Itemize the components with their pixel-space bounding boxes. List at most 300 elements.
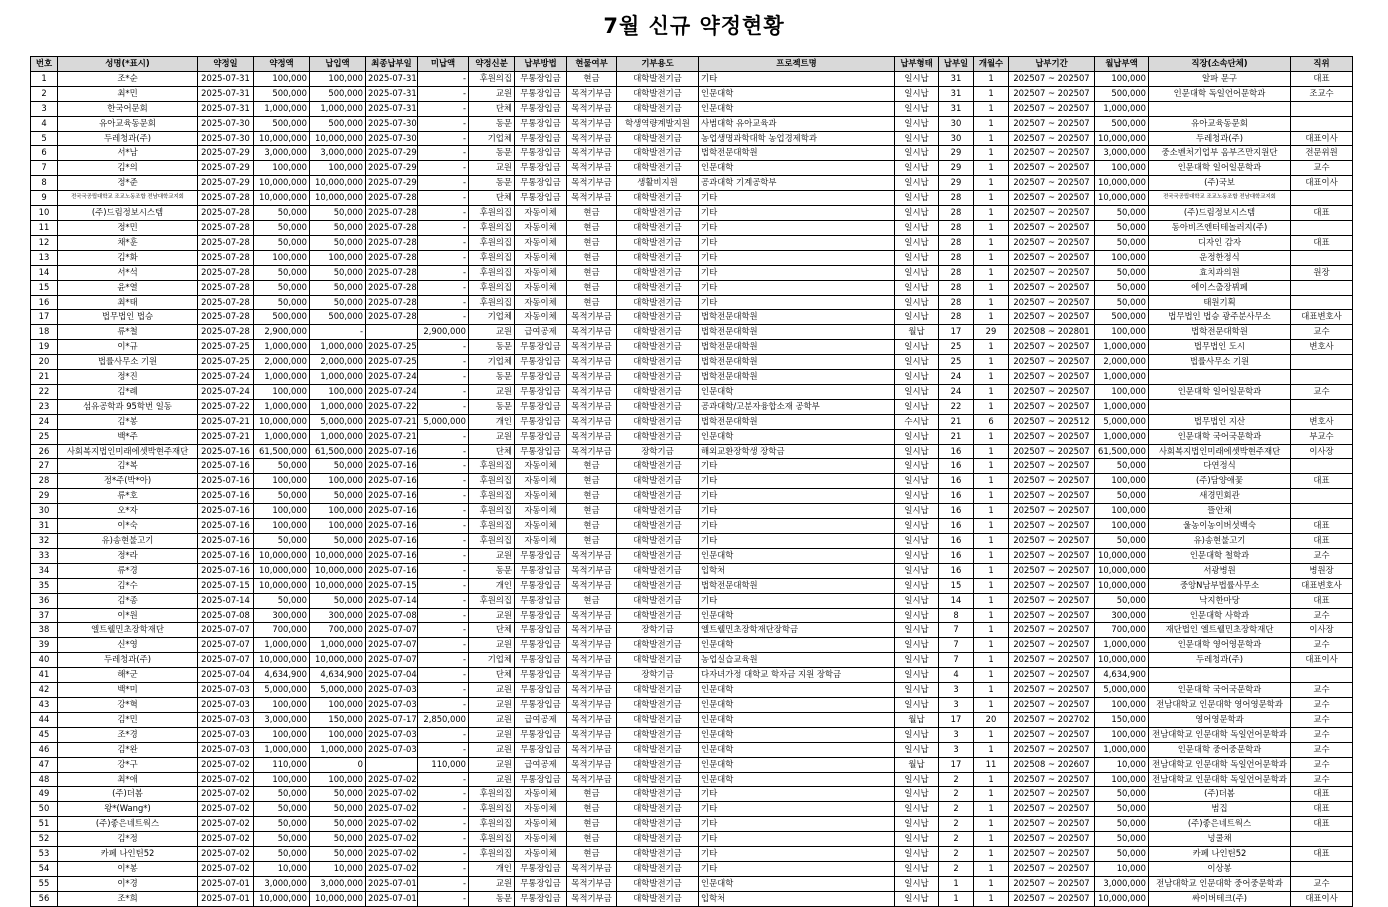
cell-donor-name: 채*훈 bbox=[58, 235, 198, 250]
cell-months: 6 bbox=[974, 414, 1009, 429]
cell-pledge-date: 2025-07-28 bbox=[198, 325, 254, 340]
cell-paid-amount: 1,000,000 bbox=[310, 340, 366, 355]
cell-paid-amount: 50,000 bbox=[310, 295, 366, 310]
cell-pledge-date: 2025-07-29 bbox=[198, 161, 254, 176]
cell-payment-period: 202507 ~ 202507 bbox=[1009, 206, 1095, 221]
table-row bbox=[31, 727, 1353, 742]
cell-pledge-date: 2025-07-01 bbox=[198, 876, 254, 891]
cell-monthly-amount: 50,000 bbox=[1095, 220, 1149, 235]
cell-payment-period: 202507 ~ 202507 bbox=[1009, 310, 1095, 325]
cell-position: 대표이사 bbox=[1291, 891, 1353, 906]
cell-payment-day: 28 bbox=[939, 250, 974, 265]
cell-donation-purpose: 대학발전기금 bbox=[617, 757, 699, 772]
cell-payment-day: 31 bbox=[939, 71, 974, 86]
cell-payment-period: 202507 ~ 202507 bbox=[1009, 384, 1095, 399]
cell-last-payment-date: 2025-07-16 bbox=[366, 459, 418, 474]
cell-pledge-date: 2025-07-14 bbox=[198, 593, 254, 608]
cell-donation-purpose: 대학발전기금 bbox=[617, 146, 699, 161]
cell-paid-amount: 10,000,000 bbox=[310, 548, 366, 563]
cell-project-name: 기타 bbox=[699, 519, 895, 534]
cell-payment-type: 일시납 bbox=[895, 638, 939, 653]
cell-last-payment-date: 2025-07-21 bbox=[366, 414, 418, 429]
cell-payment-day: 30 bbox=[939, 131, 974, 146]
cell-donation-purpose: 대학발전기금 bbox=[617, 519, 699, 534]
cell-project-name: 기타 bbox=[699, 295, 895, 310]
cell-project-name: 인문대학 bbox=[699, 429, 895, 444]
cell-last-payment-date: 2025-07-03 bbox=[366, 697, 418, 712]
cell-payment-period: 202507 ~ 202507 bbox=[1009, 220, 1095, 235]
cell-last-payment-date: 2025-07-24 bbox=[366, 370, 418, 385]
cell-last-payment-date: 2025-07-22 bbox=[366, 399, 418, 414]
cell-unpaid-amount: - bbox=[418, 459, 469, 474]
cell-donor-type: 기업체 bbox=[469, 355, 515, 370]
cell-row-number: 52 bbox=[31, 832, 58, 847]
cell-unpaid-amount: - bbox=[418, 340, 469, 355]
cell-row-number: 17 bbox=[31, 310, 58, 325]
cell-last-payment-date: 2025-07-16 bbox=[366, 489, 418, 504]
cell-donor-name: 조*희 bbox=[58, 891, 198, 906]
header-in-kind-type: 현물여부 bbox=[567, 57, 617, 72]
cell-pledge-date: 2025-07-28 bbox=[198, 310, 254, 325]
cell-pledge-date: 2025-07-16 bbox=[198, 563, 254, 578]
cell-project-name: 인문대학 bbox=[699, 161, 895, 176]
cell-months: 1 bbox=[974, 355, 1009, 370]
cell-donor-type: 후원의집 bbox=[469, 280, 515, 295]
cell-paid-amount: 5,000,000 bbox=[310, 683, 366, 698]
cell-monthly-amount: 100,000 bbox=[1095, 71, 1149, 86]
cell-payment-period: 202507 ~ 202507 bbox=[1009, 534, 1095, 549]
cell-position: 대표 bbox=[1291, 787, 1353, 802]
cell-months: 1 bbox=[974, 489, 1009, 504]
cell-donor-type: 교원 bbox=[469, 727, 515, 742]
cell-in-kind-type: 현금 bbox=[567, 847, 617, 862]
cell-monthly-amount: 10,000,000 bbox=[1095, 191, 1149, 206]
cell-unpaid-amount: - bbox=[418, 876, 469, 891]
cell-payment-method: 무통장입금 bbox=[515, 876, 567, 891]
cell-payment-type: 일시납 bbox=[895, 861, 939, 876]
cell-payment-period: 202508 ~ 202607 bbox=[1009, 757, 1095, 772]
cell-payment-method: 무통장입금 bbox=[515, 593, 567, 608]
cell-payment-period: 202507 ~ 202507 bbox=[1009, 519, 1095, 534]
cell-payment-period: 202507 ~ 202507 bbox=[1009, 250, 1095, 265]
cell-pledge-amount: 10,000,000 bbox=[254, 414, 310, 429]
cell-paid-amount: 50,000 bbox=[310, 534, 366, 549]
cell-monthly-amount: 2,000,000 bbox=[1095, 355, 1149, 370]
header-payment-day: 납부일 bbox=[939, 57, 974, 72]
cell-last-payment-date: 2025-07-31 bbox=[366, 101, 418, 116]
cell-donation-purpose: 대학발전기금 bbox=[617, 876, 699, 891]
cell-monthly-amount: 50,000 bbox=[1095, 235, 1149, 250]
cell-last-payment-date: 2025-07-28 bbox=[366, 295, 418, 310]
cell-last-payment-date: 2025-07-21 bbox=[366, 429, 418, 444]
cell-payment-method: 자동이체 bbox=[515, 847, 567, 862]
cell-months: 1 bbox=[974, 280, 1009, 295]
cell-donation-purpose: 대학발전기금 bbox=[617, 191, 699, 206]
cell-organization: 사회복지법인미래에셋박현주재단 bbox=[1149, 444, 1291, 459]
cell-project-name: 기타 bbox=[699, 832, 895, 847]
cell-payment-type: 일시납 bbox=[895, 563, 939, 578]
cell-project-name: 인문대학 bbox=[699, 101, 895, 116]
cell-payment-method: 급여공제 bbox=[515, 325, 567, 340]
cell-row-number: 20 bbox=[31, 355, 58, 370]
cell-in-kind-type: 목적기부금 bbox=[567, 548, 617, 563]
cell-monthly-amount: 1,000,000 bbox=[1095, 399, 1149, 414]
cell-unpaid-amount: - bbox=[418, 250, 469, 265]
cell-pledge-amount: 10,000,000 bbox=[254, 563, 310, 578]
cell-monthly-amount: 100,000 bbox=[1095, 384, 1149, 399]
cell-position: 전문위원 bbox=[1291, 146, 1353, 161]
cell-payment-method: 무통장입금 bbox=[515, 146, 567, 161]
cell-donor-name: 이*숙 bbox=[58, 519, 198, 534]
cell-months: 1 bbox=[974, 697, 1009, 712]
header-pledge-amount: 약정액 bbox=[254, 57, 310, 72]
table-row bbox=[31, 683, 1353, 698]
cell-pledge-amount: 50,000 bbox=[254, 489, 310, 504]
cell-payment-type: 일시납 bbox=[895, 742, 939, 757]
cell-unpaid-amount: - bbox=[418, 832, 469, 847]
cell-months: 1 bbox=[974, 891, 1009, 906]
cell-row-number: 54 bbox=[31, 861, 58, 876]
cell-unpaid-amount: - bbox=[418, 399, 469, 414]
cell-position: 대표 bbox=[1291, 235, 1353, 250]
cell-payment-type: 월납 bbox=[895, 757, 939, 772]
cell-paid-amount: 10,000,000 bbox=[310, 578, 366, 593]
cell-payment-period: 202507 ~ 202507 bbox=[1009, 295, 1095, 310]
cell-months: 1 bbox=[974, 563, 1009, 578]
cell-payment-day: 16 bbox=[939, 548, 974, 563]
cell-organization: 인문대학 국어국문학과 bbox=[1149, 683, 1291, 698]
table-row bbox=[31, 697, 1353, 712]
cell-payment-method: 자동이체 bbox=[515, 295, 567, 310]
cell-last-payment-date: 2025-07-30 bbox=[366, 116, 418, 131]
cell-donor-type: 동문 bbox=[469, 370, 515, 385]
cell-organization: 전남대학교 인문대학 독일언어문학과 bbox=[1149, 772, 1291, 787]
cell-payment-day: 29 bbox=[939, 161, 974, 176]
cell-donor-type: 기업체 bbox=[469, 653, 515, 668]
table-row bbox=[31, 161, 1353, 176]
cell-payment-method: 자동이체 bbox=[515, 250, 567, 265]
cell-donor-name: 조*순 bbox=[58, 71, 198, 86]
cell-row-number: 7 bbox=[31, 161, 58, 176]
cell-position: 원장 bbox=[1291, 265, 1353, 280]
cell-organization: (주)더봄 bbox=[1149, 787, 1291, 802]
cell-unpaid-amount: - bbox=[418, 548, 469, 563]
header-paid-amount: 납입액 bbox=[310, 57, 366, 72]
cell-last-payment-date: 2025-07-28 bbox=[366, 280, 418, 295]
cell-last-payment-date: 2025-07-16 bbox=[366, 444, 418, 459]
cell-organization: 서광병원 bbox=[1149, 563, 1291, 578]
cell-payment-type: 일시납 bbox=[895, 668, 939, 683]
cell-in-kind-type: 목적기부금 bbox=[567, 131, 617, 146]
cell-donor-type: 후원의집 bbox=[469, 206, 515, 221]
cell-last-payment-date: 2025-07-28 bbox=[366, 250, 418, 265]
cell-organization: 에이스출장뷔페 bbox=[1149, 280, 1291, 295]
cell-payment-method: 무통장입금 bbox=[515, 191, 567, 206]
cell-donor-name: 법률사무소 기원 bbox=[58, 355, 198, 370]
cell-pledge-date: 2025-07-02 bbox=[198, 772, 254, 787]
cell-unpaid-amount: - bbox=[418, 891, 469, 906]
cell-pledge-amount: 10,000,000 bbox=[254, 131, 310, 146]
cell-months: 1 bbox=[974, 832, 1009, 847]
header-row-number: 번호 bbox=[31, 57, 58, 72]
cell-donor-type: 교원 bbox=[469, 772, 515, 787]
cell-unpaid-amount: - bbox=[418, 638, 469, 653]
cell-donation-purpose: 대학발전기금 bbox=[617, 787, 699, 802]
cell-project-name: 인문대학 bbox=[699, 608, 895, 623]
cell-donor-type: 교원 bbox=[469, 697, 515, 712]
cell-payment-method: 무통장입금 bbox=[515, 131, 567, 146]
cell-pledge-amount: 50,000 bbox=[254, 847, 310, 862]
cell-unpaid-amount: 2,850,000 bbox=[418, 712, 469, 727]
cell-paid-amount: 10,000,000 bbox=[310, 131, 366, 146]
cell-paid-amount: 1,000,000 bbox=[310, 429, 366, 444]
cell-pledge-amount: 3,000,000 bbox=[254, 876, 310, 891]
cell-row-number: 2 bbox=[31, 86, 58, 101]
cell-pledge-date: 2025-07-16 bbox=[198, 489, 254, 504]
cell-position: 대표 bbox=[1291, 534, 1353, 549]
header-payment-type: 납부형태 bbox=[895, 57, 939, 72]
cell-position bbox=[1291, 489, 1353, 504]
cell-position: 교수 bbox=[1291, 548, 1353, 563]
cell-position: 교수 bbox=[1291, 683, 1353, 698]
cell-project-name: 공과대학/고분자융합소재 공학부 bbox=[699, 399, 895, 414]
cell-pledge-date: 2025-07-03 bbox=[198, 683, 254, 698]
cell-paid-amount: 4,634,900 bbox=[310, 668, 366, 683]
cell-organization: 전국국공립대학교 조교노동조합 전남대학교지회 bbox=[1149, 191, 1291, 206]
cell-organization: 인문대학 영어영문학과 bbox=[1149, 638, 1291, 653]
cell-months: 1 bbox=[974, 623, 1009, 638]
cell-payment-day: 2 bbox=[939, 861, 974, 876]
cell-pledge-amount: 10,000,000 bbox=[254, 176, 310, 191]
cell-paid-amount: 100,000 bbox=[310, 384, 366, 399]
cell-project-name: 기타 bbox=[699, 847, 895, 862]
cell-in-kind-type: 목적기부금 bbox=[567, 86, 617, 101]
cell-donor-name: 섬유공학과 95학번 일동 bbox=[58, 399, 198, 414]
cell-row-number: 24 bbox=[31, 414, 58, 429]
cell-pledge-amount: 61,500,000 bbox=[254, 444, 310, 459]
cell-payment-method: 자동이체 bbox=[515, 206, 567, 221]
cell-last-payment-date: 2025-07-29 bbox=[366, 146, 418, 161]
cell-project-name: 법학전문대학원 bbox=[699, 355, 895, 370]
cell-donation-purpose: 대학발전기금 bbox=[617, 548, 699, 563]
cell-in-kind-type: 목적기부금 bbox=[567, 355, 617, 370]
cell-in-kind-type: 목적기부금 bbox=[567, 727, 617, 742]
cell-project-name: 인문대학 bbox=[699, 638, 895, 653]
cell-position: 변호사 bbox=[1291, 340, 1353, 355]
cell-row-number: 49 bbox=[31, 787, 58, 802]
cell-months: 1 bbox=[974, 817, 1009, 832]
cell-payment-day: 22 bbox=[939, 399, 974, 414]
cell-monthly-amount: 1,000,000 bbox=[1095, 742, 1149, 757]
cell-months: 1 bbox=[974, 116, 1009, 131]
cell-payment-method: 무통장입금 bbox=[515, 563, 567, 578]
cell-payment-method: 무통장입금 bbox=[515, 861, 567, 876]
cell-pledge-amount: 100,000 bbox=[254, 504, 310, 519]
cell-position: 교수 bbox=[1291, 876, 1353, 891]
cell-paid-amount: 50,000 bbox=[310, 489, 366, 504]
cell-pledge-date: 2025-07-16 bbox=[198, 504, 254, 519]
cell-donor-type: 후원의집 bbox=[469, 71, 515, 86]
cell-pledge-amount: 50,000 bbox=[254, 534, 310, 549]
cell-donor-name: 두레청과(주) bbox=[58, 131, 198, 146]
cell-unpaid-amount: - bbox=[418, 131, 469, 146]
cell-last-payment-date: 2025-07-01 bbox=[366, 876, 418, 891]
cell-paid-amount: 50,000 bbox=[310, 206, 366, 221]
table-body bbox=[31, 71, 1353, 906]
cell-last-payment-date: 2025-07-16 bbox=[366, 563, 418, 578]
cell-donor-name: 전국국공립대학교 조교노동조합 전남대학교지회 bbox=[58, 191, 198, 206]
cell-payment-type: 일시납 bbox=[895, 146, 939, 161]
cell-pledge-date: 2025-07-28 bbox=[198, 280, 254, 295]
cell-pledge-amount: 100,000 bbox=[254, 727, 310, 742]
cell-organization: 인문대학 사학과 bbox=[1149, 608, 1291, 623]
cell-paid-amount: 100,000 bbox=[310, 519, 366, 534]
cell-unpaid-amount: - bbox=[418, 563, 469, 578]
cell-payment-type: 일시납 bbox=[895, 220, 939, 235]
cell-in-kind-type: 현금 bbox=[567, 206, 617, 221]
cell-donor-type: 교원 bbox=[469, 384, 515, 399]
table-row bbox=[31, 876, 1353, 891]
cell-paid-amount: 61,500,000 bbox=[310, 444, 366, 459]
cell-last-payment-date: 2025-07-02 bbox=[366, 772, 418, 787]
cell-pledge-date: 2025-07-03 bbox=[198, 697, 254, 712]
cell-monthly-amount: 5,000,000 bbox=[1095, 683, 1149, 698]
cell-months: 1 bbox=[974, 101, 1009, 116]
cell-payment-type: 일시납 bbox=[895, 191, 939, 206]
cell-position: 대표 bbox=[1291, 206, 1353, 221]
cell-donor-name: 최*민 bbox=[58, 86, 198, 101]
cell-pledge-date: 2025-07-24 bbox=[198, 370, 254, 385]
cell-donor-type: 후원의집 bbox=[469, 593, 515, 608]
cell-row-number: 9 bbox=[31, 191, 58, 206]
cell-project-name: 법학전문대학원 bbox=[699, 370, 895, 385]
cell-monthly-amount: 50,000 bbox=[1095, 265, 1149, 280]
cell-in-kind-type: 목적기부금 bbox=[567, 310, 617, 325]
cell-payment-type: 일시납 bbox=[895, 802, 939, 817]
cell-donor-name: 이*봉 bbox=[58, 861, 198, 876]
cell-monthly-amount: 50,000 bbox=[1095, 295, 1149, 310]
cell-donor-name: 김*봉 bbox=[58, 414, 198, 429]
cell-months: 1 bbox=[974, 548, 1009, 563]
cell-pledge-date: 2025-07-07 bbox=[198, 638, 254, 653]
cell-payment-period: 202507 ~ 202507 bbox=[1009, 578, 1095, 593]
cell-months: 1 bbox=[974, 787, 1009, 802]
cell-monthly-amount: 100,000 bbox=[1095, 504, 1149, 519]
cell-pledge-amount: 5,000,000 bbox=[254, 683, 310, 698]
cell-donor-name: 정*준 bbox=[58, 176, 198, 191]
cell-payment-type: 일시납 bbox=[895, 474, 939, 489]
cell-pledge-amount: 300,000 bbox=[254, 608, 310, 623]
cell-pledge-amount: 1,000,000 bbox=[254, 638, 310, 653]
cell-unpaid-amount: 5,000,000 bbox=[418, 414, 469, 429]
cell-payment-method: 무통장입금 bbox=[515, 414, 567, 429]
cell-donation-purpose: 대학발전기금 bbox=[617, 578, 699, 593]
cell-project-name: 입학처 bbox=[699, 891, 895, 906]
cell-organization: 동아비즈엔터테놀러지(주) bbox=[1149, 220, 1291, 235]
cell-months: 1 bbox=[974, 370, 1009, 385]
cell-donor-name: 이*경 bbox=[58, 876, 198, 891]
cell-project-name: 법학전문대학원 bbox=[699, 414, 895, 429]
cell-payment-type: 일시납 bbox=[895, 355, 939, 370]
cell-donor-name: 엘트웰민초장학재단 bbox=[58, 623, 198, 638]
cell-paid-amount: 50,000 bbox=[310, 817, 366, 832]
cell-project-name: 기타 bbox=[699, 504, 895, 519]
cell-months: 1 bbox=[974, 310, 1009, 325]
cell-payment-day: 16 bbox=[939, 504, 974, 519]
cell-donor-type: 기업체 bbox=[469, 310, 515, 325]
cell-position: 대표 bbox=[1291, 71, 1353, 86]
cell-donor-name: 강*구 bbox=[58, 757, 198, 772]
cell-unpaid-amount: - bbox=[418, 474, 469, 489]
cell-pledge-amount: 100,000 bbox=[254, 71, 310, 86]
table-row bbox=[31, 220, 1353, 235]
page-title: 7월 신규 약정현황 bbox=[603, 14, 785, 38]
cell-last-payment-date: 2025-07-04 bbox=[366, 668, 418, 683]
cell-donor-name: 해*군 bbox=[58, 668, 198, 683]
cell-position: 부교수 bbox=[1291, 429, 1353, 444]
cell-paid-amount: 100,000 bbox=[310, 697, 366, 712]
table-row bbox=[31, 548, 1353, 563]
cell-donor-name: 류*경 bbox=[58, 563, 198, 578]
cell-position bbox=[1291, 668, 1353, 683]
cell-pledge-date: 2025-07-25 bbox=[198, 340, 254, 355]
cell-organization: 재단법인 엘트웰민초장학재단 bbox=[1149, 623, 1291, 638]
cell-monthly-amount: 100,000 bbox=[1095, 474, 1149, 489]
cell-last-payment-date: 2025-07-02 bbox=[366, 787, 418, 802]
cell-project-name: 법학전문대학원 bbox=[699, 578, 895, 593]
cell-payment-period: 202507 ~ 202507 bbox=[1009, 787, 1095, 802]
cell-row-number: 48 bbox=[31, 772, 58, 787]
cell-payment-period: 202507 ~ 202507 bbox=[1009, 176, 1095, 191]
cell-in-kind-type: 목적기부금 bbox=[567, 176, 617, 191]
cell-payment-day: 21 bbox=[939, 429, 974, 444]
table-row bbox=[31, 384, 1353, 399]
cell-payment-day: 29 bbox=[939, 176, 974, 191]
cell-donation-purpose: 장학기금 bbox=[617, 444, 699, 459]
cell-payment-period: 202507 ~ 202507 bbox=[1009, 71, 1095, 86]
cell-organization: 전남대학교 인문대학 중어중문학과 bbox=[1149, 876, 1291, 891]
header-donor-name: 성명(*표시) bbox=[58, 57, 198, 72]
cell-pledge-date: 2025-07-28 bbox=[198, 295, 254, 310]
cell-payment-method: 자동이체 bbox=[515, 220, 567, 235]
cell-pledge-date: 2025-07-02 bbox=[198, 787, 254, 802]
cell-pledge-date: 2025-07-22 bbox=[198, 399, 254, 414]
cell-in-kind-type: 현금 bbox=[567, 474, 617, 489]
cell-unpaid-amount: - bbox=[418, 146, 469, 161]
cell-paid-amount: 0 bbox=[310, 757, 366, 772]
cell-monthly-amount: 1,000,000 bbox=[1095, 340, 1149, 355]
cell-project-name: 입학처 bbox=[699, 563, 895, 578]
cell-donor-type: 후원의집 bbox=[469, 787, 515, 802]
cell-payment-type: 일시납 bbox=[895, 817, 939, 832]
cell-pledge-date: 2025-07-30 bbox=[198, 116, 254, 131]
cell-row-number: 13 bbox=[31, 250, 58, 265]
cell-unpaid-amount: - bbox=[418, 116, 469, 131]
cell-payment-period: 202507 ~ 202702 bbox=[1009, 712, 1095, 727]
cell-pledge-amount: 1,000,000 bbox=[254, 742, 310, 757]
cell-monthly-amount: 3,000,000 bbox=[1095, 876, 1149, 891]
cell-donor-name: 유)송현불고기 bbox=[58, 534, 198, 549]
cell-position bbox=[1291, 101, 1353, 116]
cell-payment-day: 16 bbox=[939, 563, 974, 578]
cell-payment-period: 202507 ~ 202507 bbox=[1009, 86, 1095, 101]
cell-organization: 인문대학 독일언어문학과 bbox=[1149, 86, 1291, 101]
cell-monthly-amount: 1,000,000 bbox=[1095, 429, 1149, 444]
cell-row-number: 5 bbox=[31, 131, 58, 146]
cell-donation-purpose: 대학발전기금 bbox=[617, 489, 699, 504]
cell-monthly-amount: 300,000 bbox=[1095, 608, 1149, 623]
cell-payment-period: 202507 ~ 202507 bbox=[1009, 444, 1095, 459]
